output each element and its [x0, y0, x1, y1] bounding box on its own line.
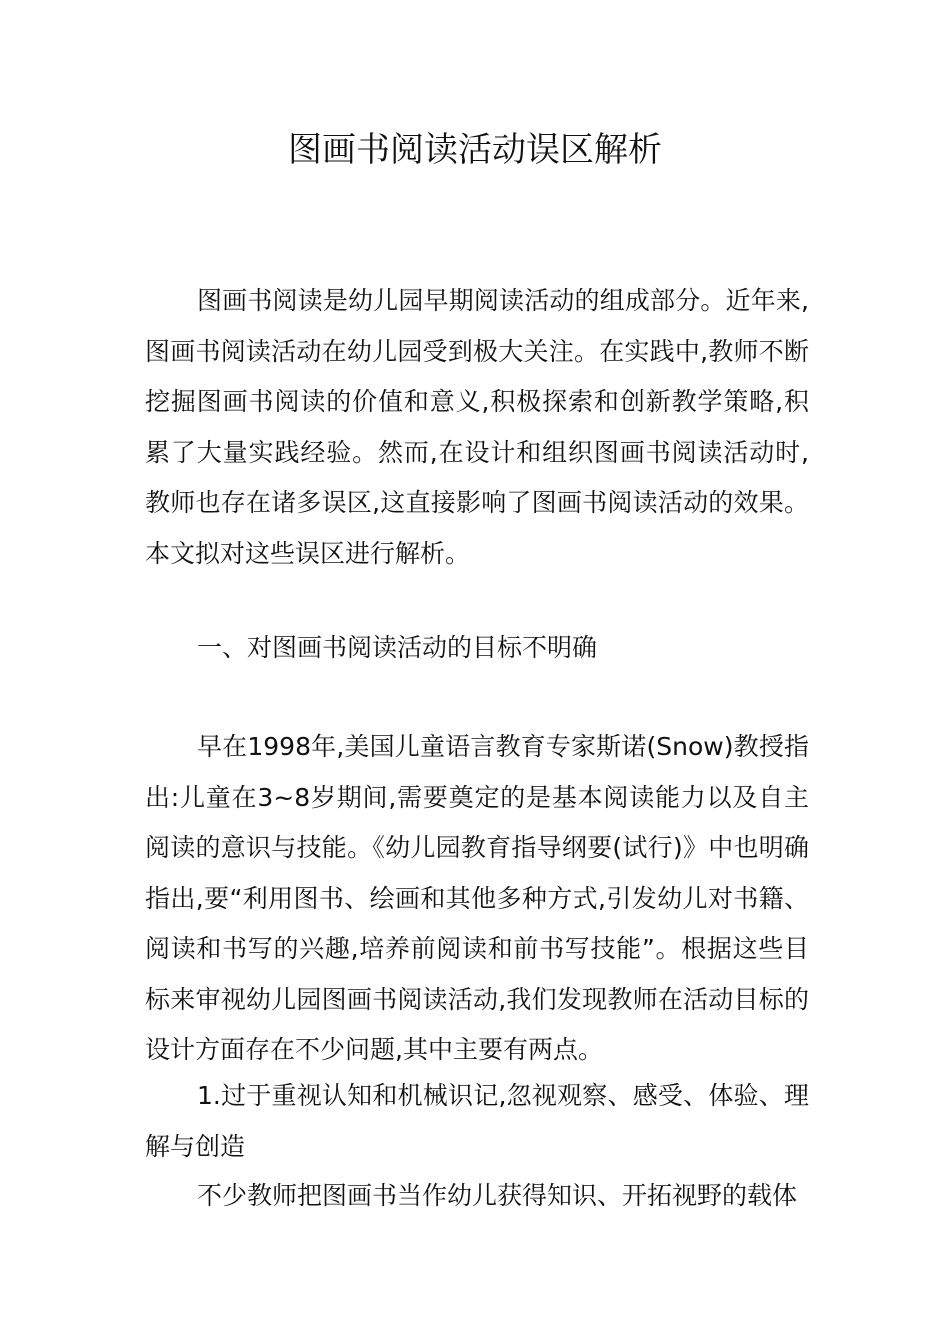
- section-1-paragraph: 早在1998年,美国儿童语言教育专家斯诺(Snow)教授指出:儿童在3~8岁期间,需要奠定的是基本阅读能力以及自主阅读的意识与技能。《幼儿园教育指导纲要(试行)》中也明确指出,要“利用图书、绘画和其他多种方式,引发幼儿对书籍、阅读和书写的兴趣,培养前阅读和前书写技能”。根据这些目标来审视幼儿园图画书阅读活动,我们发现教师在活动目标的设计方面存在不少问题,其中主要有两点。: [145, 732, 809, 1064]
- subsection-heading-1: 1.过于重视认知和机械识记,忽视观察、感受、体验、理解与创造: [145, 1081, 809, 1161]
- subsection-1-paragraph: 不少教师把图画书当作幼儿获得知识、开拓视野的载体: [197, 1181, 798, 1210]
- document-title: 图画书阅读活动误区解析: [288, 130, 662, 170]
- section-heading-1: 一、对图画书阅读活动的目标不明确: [197, 633, 598, 662]
- intro-paragraph: 图画书阅读是幼儿园早期阅读活动的组成部分。近年来,图画书阅读活动在幼儿园受到极大关注。在实践中,教师不断挖掘图画书阅读的价值和意义,积极探索和创新教学策略,积累了大量实践经验。然而,在设计和组织图画书阅读活动时,教师也存在诸多误区,这直接影响了图画书阅读活动的效果。本文拟对这些误区进行解析。: [145, 286, 809, 568]
